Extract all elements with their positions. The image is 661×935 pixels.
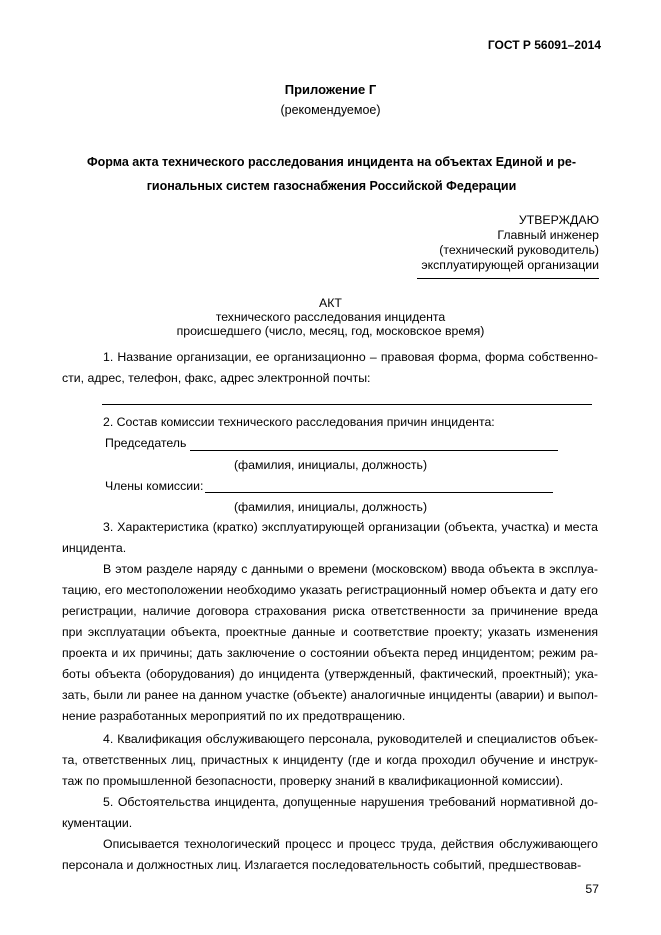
page-number: 57 [585,882,599,896]
appendix-subtitle: (рекомендуемое) [280,103,381,117]
approval-line-2: Главный инженер [497,228,599,242]
members-label: Члены комиссии: [105,479,204,493]
item-2-commission: 2. Состав комиссии технического расследования причин инцидента: [103,415,495,429]
act-heading [0,296,661,338]
approval-line-3: (технический руководитель) [439,243,599,257]
chairman-note: (фамилия, инициалы, должность) [233,458,428,472]
document-header: ГОСТ Р 56091–2014 [487,38,601,52]
form-title: Форма акта технического расследования инцидента на объектах Единой и ре-гиональных систем газоснабжения Российской Федерации [86,155,577,193]
approval-block [421,213,599,273]
members-note: (фамилия, инициалы, должность) [233,500,428,514]
item-3-detail: В этом разделе наряду с данными о времени (московском) ввода объекта в эксплуа-тацию, его местоположении необходимо указать регистрационный номер объекта и дату его регистрации, наличие договора страхования риска ответственности за причинение вреда при эксплуатации объекта, проектные данные и соответствие проекту; указать изменения проекта и их причины; дать заключение о состоянии объекта перед инцидентом; режим ра-боты объекта (оборудования) до инцидента (утвержденный, фактический, проектный); ука-зать, были ли ранее на данном участке (объекте) аналогичные инциденты (аварии) и выпол-нение разработанных мероприятий по их предотвращению. [62,562,598,723]
approval-line-1: УТВЕРЖДАЮ [518,213,599,227]
item-3-characteristics: 3. Характеристика (кратко) эксплуатирующей организации (объекта, участка) и места инцидента. [62,520,598,555]
approval-signature-line [417,278,599,279]
act-date-note: происшедшего (число, месяц, год, московское время) [176,324,485,338]
chairman-label: Председатель [105,436,187,450]
item-5-detail: Описывается технологический процесс и процесс труда, действия обслуживающего персонала и должностных лиц. Излагается последовательность событий, предшествовав- [62,837,598,872]
item-1-fill-line [102,404,592,405]
act-subtitle: технического расследования инцидента [215,310,446,324]
members-fill-line [205,492,553,493]
item-1-organization: 1. Название организации, ее организационно – правовая форма, форма собственно-сти, адрес, телефон, факс, адрес электронной почты: [62,350,598,385]
item-5-circumstances: 5. Обстоятельства инцидента, допущенные нарушения требований нормативной до-кументации. [62,795,598,830]
approval-line-4: эксплуатирующей организации [421,258,599,272]
appendix-title: Приложение Г [284,82,377,97]
act-title: АКТ [319,296,342,310]
chairman-fill-line [190,450,558,451]
item-4-qualification: 4. Квалификация обслуживающего персонала, руководителей и специалистов объек-та, ответственных лиц, причастных к инциденту (где и когда проходил обучение и инструк-таж по промышленной безопасности, проверку знаний в квалификационной комиссии). [62,732,598,788]
